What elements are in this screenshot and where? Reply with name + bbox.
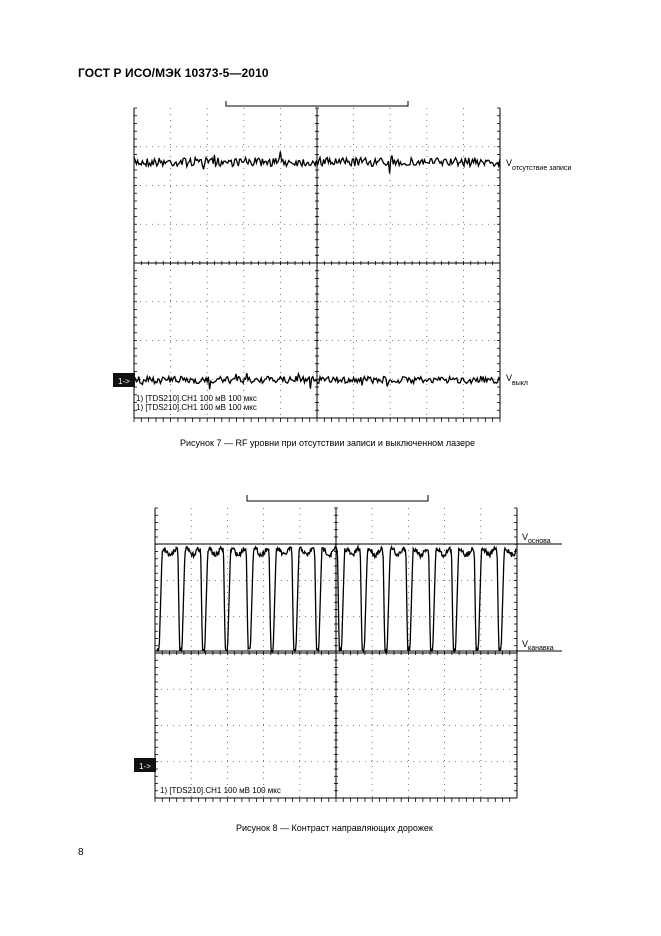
figure-7-level-top-symbol: V bbox=[506, 158, 513, 168]
figure-7-oscillogram bbox=[113, 101, 571, 422]
figure-8-trigger-bracket bbox=[247, 495, 428, 501]
figure-8-legend-line-1: 1) [TDS210].CH1 100 мВ 100 мкс bbox=[160, 786, 281, 795]
figure-8-level-top-symbol: V bbox=[522, 532, 529, 542]
figure-7-caption: Рисунок 7 — RF уровни при отсутствии записи и выключенном лазере bbox=[180, 438, 476, 448]
figure-7-legend-line-2: 1) [TDS210].CH1 100 мВ 100 мкс bbox=[136, 403, 257, 412]
figure-7-legend-line-1: 1) [TDS210].CH1 100 мВ 100 мкс bbox=[136, 394, 257, 403]
figure-7-grid bbox=[134, 108, 500, 422]
figure-7-level-bottom-symbol: V bbox=[506, 373, 513, 383]
figure-8-level-bottom-subscript: канавка bbox=[528, 645, 554, 652]
document-header: ГОСТ Р ИСО/МЭК 10373-5—2010 bbox=[78, 66, 269, 80]
figure-8-oscillogram bbox=[134, 495, 562, 802]
figure-8-level-top-subscript: основа bbox=[528, 538, 551, 545]
figure-7-channel-marker: 1-> bbox=[118, 377, 130, 386]
figure-8-caption: Рисунок 8 — Контраст направляющих дорожек bbox=[236, 823, 433, 833]
figure-7-level-top-subscript: отсутствие записи bbox=[512, 165, 572, 172]
figure-8-channel-marker: 1-> bbox=[139, 762, 151, 771]
figure-7-level-bottom-subscript: выкл bbox=[512, 380, 528, 387]
figure-8-level-bottom-symbol: V bbox=[522, 639, 529, 649]
figure-7-trigger-bracket bbox=[226, 101, 408, 106]
page-number: 8 bbox=[78, 847, 84, 858]
